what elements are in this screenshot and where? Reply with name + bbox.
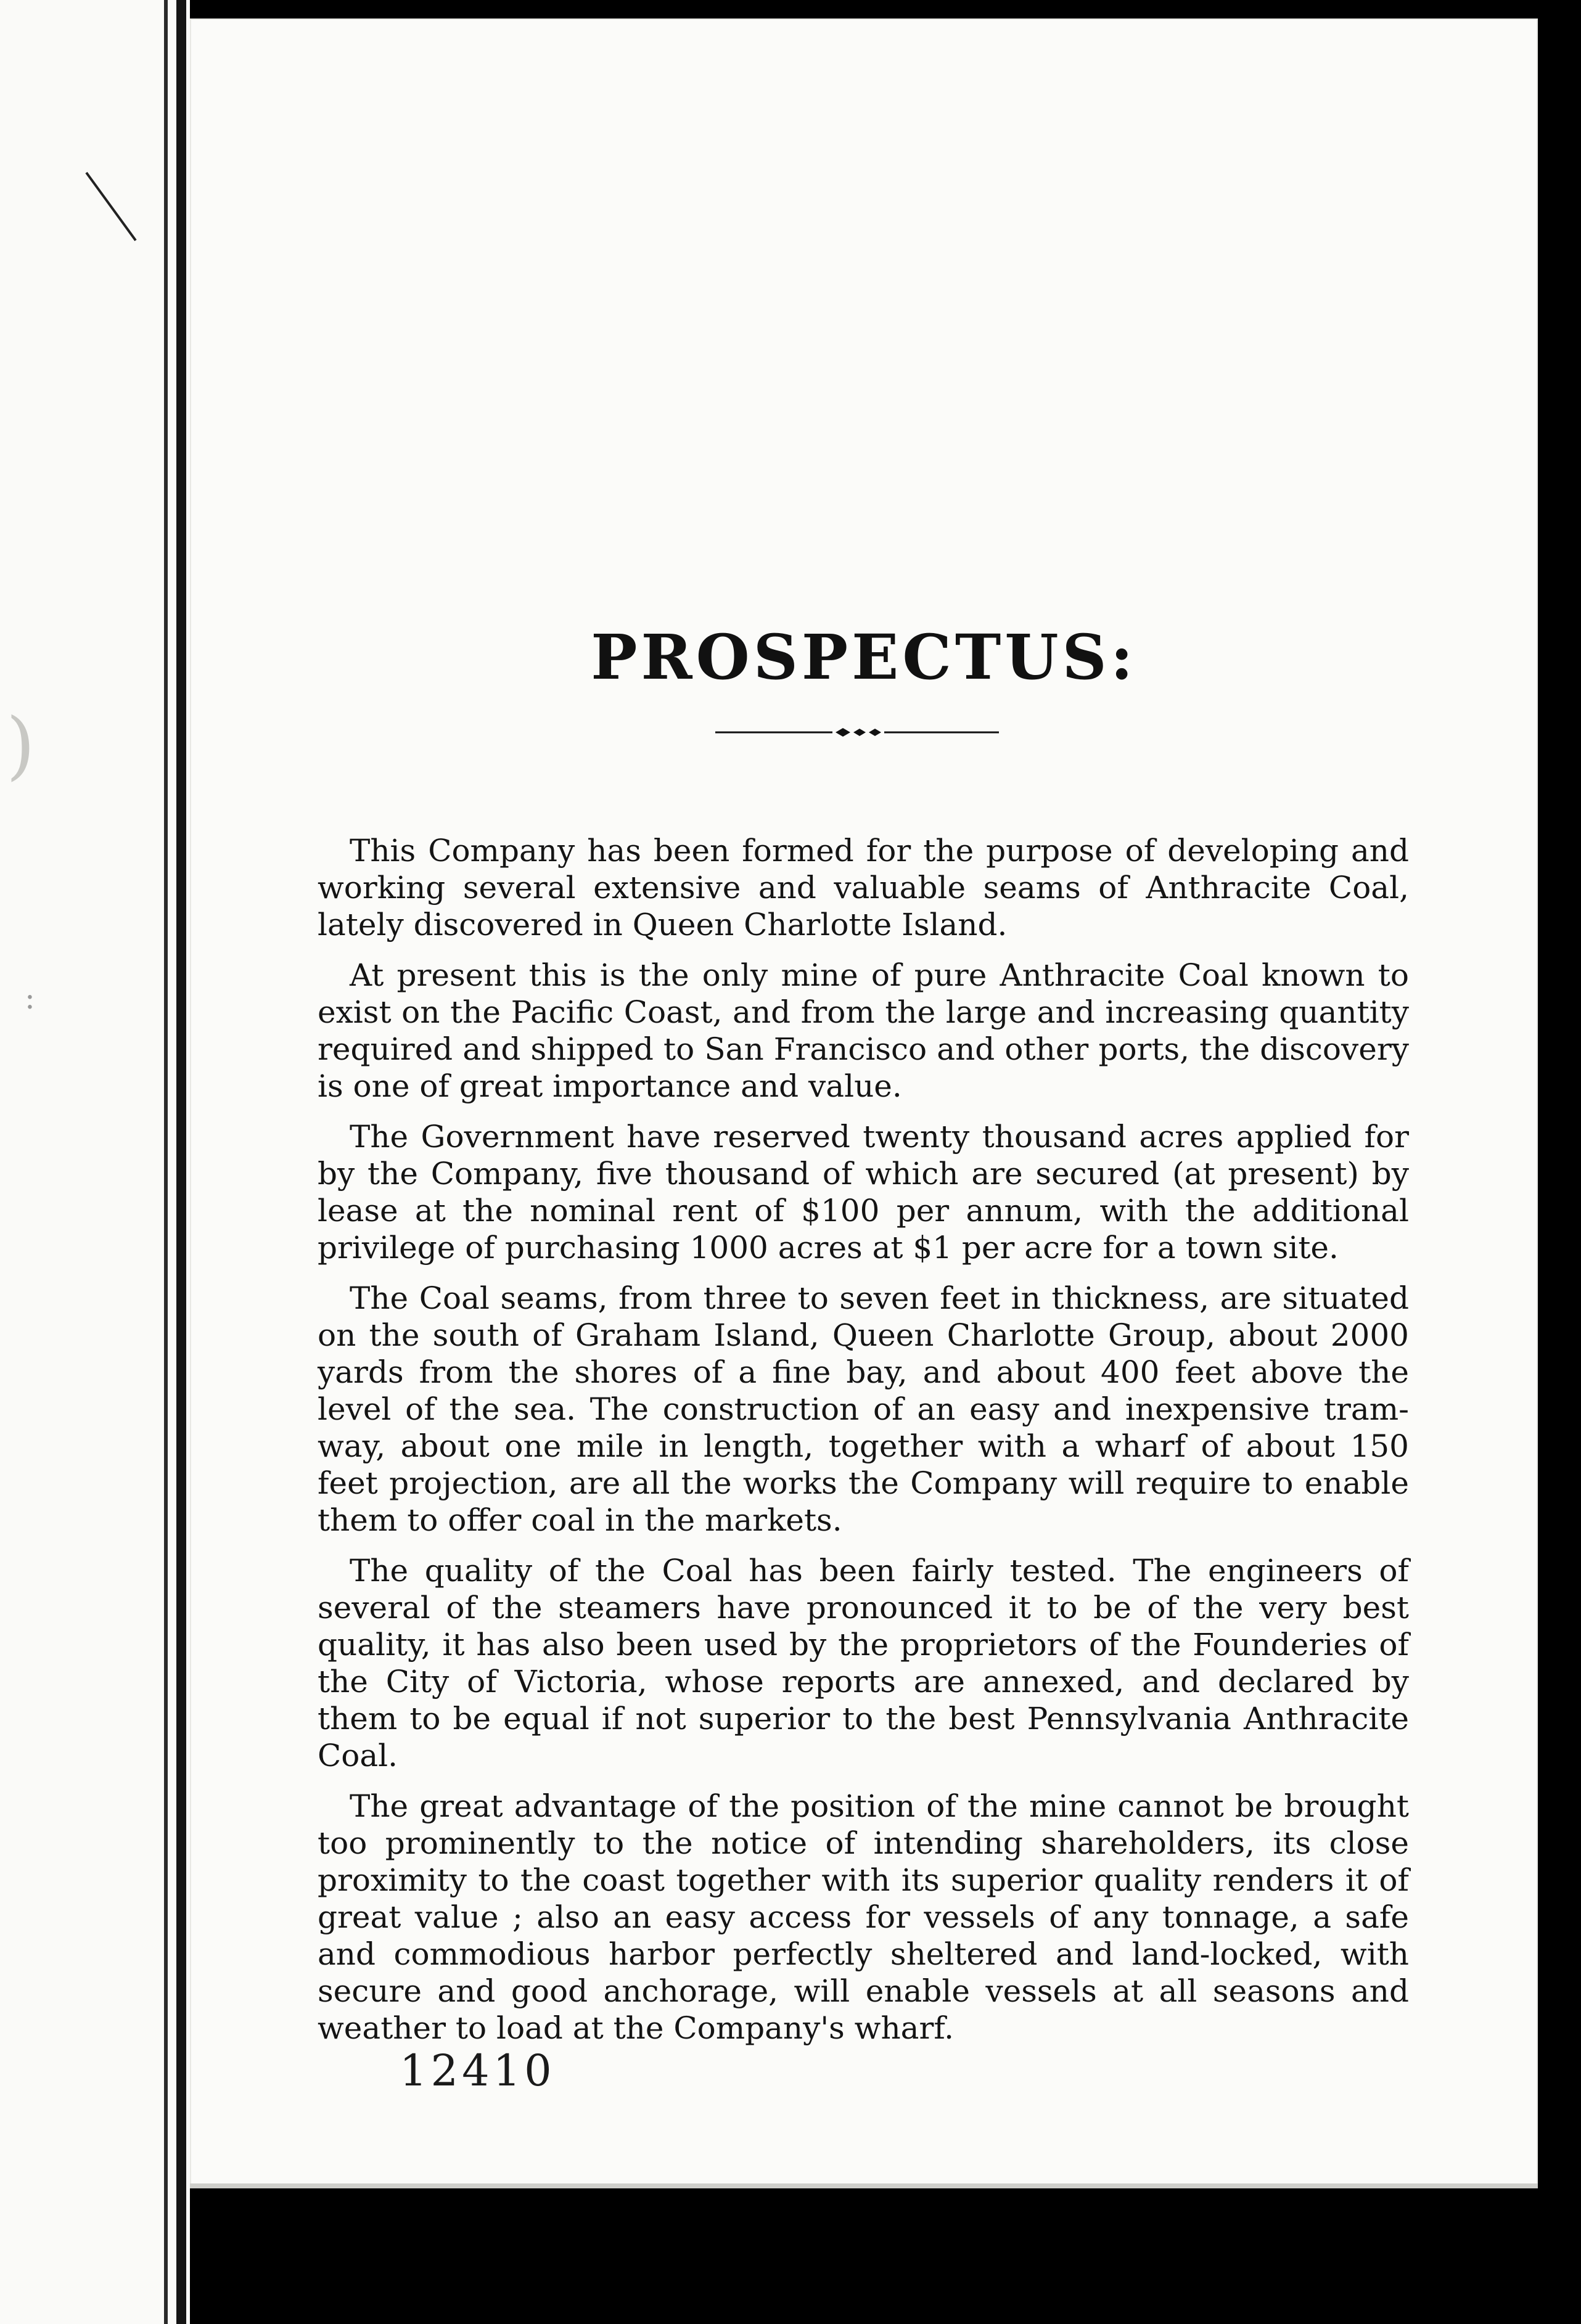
prospectus-body: [318, 832, 1409, 2060]
paragraph: This Company has been formed for the purpose of developing and working several extensive and valuable seams of Anthracite Coal, lately discovered in Queen Charlotte Island.: [318, 833, 1409, 943]
paragraph: At present this is the only mine of pure Anthracite Coal known to exist on the Pacific Coast, and from the large and increasing quantity required and shipped to San Francisco and other ports, the discovery is one of great importance and value.: [318, 957, 1409, 1104]
binding-shadow: [164, 0, 168, 2324]
paragraph: The Coal seams, from three to seven feet in thickness, are situated on the south of Graham Island, Queen Charlotte Group, about 2000 yards from the shores of a fine bay, and about 400 feet above the level of the sea. The construction of an easy and inexpensive tram-way, about one mile in length, together with a wharf of about 150 feet projection, are all the works the Company will require to enable them to offer coal in the markets.: [318, 1280, 1409, 1538]
binding-edge: [176, 0, 186, 2324]
paragraph: The quality of the Coal has been fairly tested. The engineers of several of the steamers have pronounced it to be of the very best quality, it has also been used by the proprietors of the Founderies of the City of Victoria, whose reports are annexed, and declared by them to be equal if not superior to the best Pennsylvania Anthracite Coal.: [318, 1553, 1409, 1774]
catalog-number: 12410: [400, 2045, 556, 2096]
paragraph: The Government have reserved twenty thousand acres applied for by the Company, five thousand of which are secured (at present) by lease at the nominal rent of $100 per annum, with the additional privilege of purchasing 1000 acres at $1 per acre for a town site.: [318, 1119, 1409, 1266]
ornamental-rule: [715, 726, 999, 739]
prospectus-heading: PROSPECTUS:: [591, 621, 1137, 694]
bleed-through-mark: :: [25, 980, 35, 1016]
bleed-through-mark: ): [6, 703, 35, 788]
paragraph: The great advantage of the position of the mine cannot be brought too prominently to the notice of intending shareholders, its close proximity to the coast together with its superior quality renders it of great value ; also an easy access for vessels of any tonnage, a safe and commodious harbor perfectly sheltered and land-locked, with secure and good anchorage, will enable vessels at all seasons and weather to load at the Company's wharf.: [318, 1788, 1409, 2046]
page-edge: [190, 2183, 1538, 2188]
facing-page-strip: [0, 0, 190, 2324]
